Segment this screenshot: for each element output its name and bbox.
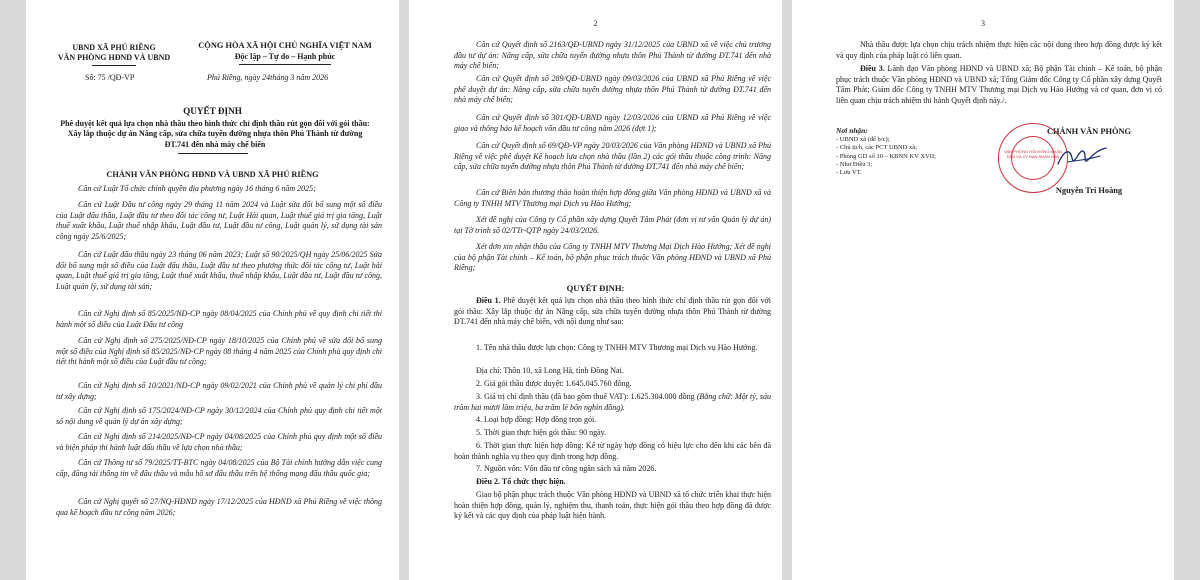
article-2-body: Giao bộ phận phục trách thuộc Văn phòng HĐND và UBND xã tổ chức triển khai thực hiện hoàn thiện hợp đồng, quản lý, nghiệm thu, thanh toán, thực hiện gói thầu theo hợp đồng đã được ký kết và các quy định của pháp luật hiện hành. xyxy=(454,490,771,521)
legal-basis-qd-301: Căn cứ Quyết định số 301/QĐ-UBND ngày 12/03/2026 của UBND xã Phú Riềng về việc giao và thông báo kế hoạch vốn đầu tư công năm 2026 (đợt 1); xyxy=(454,113,771,133)
article-3 xyxy=(836,64,1162,106)
consideration-tvqlda: Xét đề nghị của Công ty Cổ phần xây dựng Quyết Tâm Phát (đơn vị tư vấn Quản lý dự án) tại Tờ trình số 02/TTr-QTP ngày 24/03/2026. xyxy=(454,215,771,235)
recipients-block xyxy=(836,126,986,177)
org-line-1: UBND XÃ PHÚ RIỀNG xyxy=(72,43,156,52)
recipients-title: Nơi nhận: xyxy=(836,126,868,135)
article-2 xyxy=(454,477,771,488)
subject-divider xyxy=(178,153,248,154)
contract-value-in-words: (Bằng chữ: Một tỷ, sáu trăm hai mươi lăm triệu, ba trăm lẻ bốn nghìn đồng). xyxy=(454,392,771,412)
contractor-responsibility: Nhà thầu được lựa chọn chịu trách nhiệm thực hiện các nội dung theo hợp đồng được ký kết và quy định của pháp luật có liên quan. xyxy=(836,40,1162,60)
consideration-contractor: Xét đơn xin nhận thầu của Công ty TNHH MTV Thương Mại Dịch Hào Hướng; Xét đề nghị của bộ phận Tài chính – Kế toán, bộ phận phục trách thuộc Văn phòng HĐND và UBND xã Phú Riềng; xyxy=(454,242,771,273)
legal-basis-nd-214: Căn cứ Nghị định số 214/2025/NĐ-CP ngày 04/08/2025 của Chính phủ quy định một số điều và biện pháp thi hành luật đấu thầu về lựa chọn nhà thầu; xyxy=(56,432,382,452)
document-page-3 xyxy=(792,0,1174,580)
decision-heading: QUYẾT ĐỊNH: xyxy=(566,283,625,293)
document-subject: Phê duyệt kết quả lựa chọn nhà thầu theo hình thức chỉ định thầu rút gọn đối với gói thầu: Xây lắp thuộc dự án Nâng cấp, sửa chữa tuyến đường nhựa thôn Phú Thành từ đường ĐT.741 đến nhà máy chế biến xyxy=(60,119,370,149)
page-number: 2 xyxy=(593,19,598,28)
motto-underline xyxy=(239,64,331,65)
issuing-authority: CHÁNH VĂN PHÒNG HĐND VÀ UBND XÃ PHÚ RIỀNG xyxy=(106,170,319,179)
legal-basis-qd-69: Căn cứ Quyết định số 69/QĐ-VP ngày 20/03/2026 của Văn phòng HĐND và UBND xã Phú Riềng về việc phê duyệt Kế hoạch lựa chọn nhà thầu (lần 2) các gói thầu thuộc công trình: Nâng cấp, sửa chữa tuyến đường nhựa thôn Phú Thành từ đường ĐT.741 đến nhà máy chế biến; xyxy=(454,141,771,172)
document-page-2 xyxy=(409,0,782,580)
recipient-item: - Phòng GD số 10 – KBNN KV XVII; xyxy=(836,152,936,160)
republic-name: CỘNG HÒA XÃ HỘI CHỦ NGHĨA VIỆT NAM xyxy=(198,41,372,50)
article-2-label: Điều 2. xyxy=(476,477,500,486)
legal-basis-luat-dau-tu-cong: Căn cứ Luật Đầu tư công ngày 29 tháng 11 năm 2024 và Luật sửa đổi bổ sung một số điều của Luật đấu thầu, Luật đầu tư theo đối tác công tư, Luật Hải quan, Luật thuế giá trị gia tăng, Luật thuế xuất khẩu, Luật thuế nhập khẩu, Luật đầu tư, Luật đầu tư công, Luật quản lý, sử dụng tài sản công ngày 25/6/2025; xyxy=(56,200,382,241)
legal-basis-nd-10: Căn cứ Nghị định số 10/2021/NĐ-CP ngày 09/02/2021 của Chính phủ về quản lý chi phí đầu tư xây dựng; xyxy=(56,381,382,401)
article-1-label: Điều 1. xyxy=(476,296,501,305)
recipients-list xyxy=(836,136,986,177)
item-contract-type: 4. Loại hợp đồng: Hợp đồng trọn gói. xyxy=(476,415,597,424)
legal-basis-nd-275: Căn cứ Nghị định số 275/2025/NĐ-CP ngày 18/10/2025 của Chính phủ về sửa đổi bổ sung một số điều của Nghị định số 85/2025/NĐ-CP ngày 08 tháng 4 năm 2025 của Chính phủ quy định chi tiết thi hành một số điều của Luật đầu tư công; xyxy=(56,336,382,367)
article-1 xyxy=(454,296,771,328)
document-number: Số: 75 /QĐ-VP xyxy=(85,73,135,82)
recipient-item: - Chủ tịch, các PCT UBND xã; xyxy=(836,144,917,152)
item-package-duration: 5. Thời gian thực hiện gói thầu: 90 ngày. xyxy=(476,428,607,437)
legal-basis-nq-27: Căn cứ Nghị quyết số 27/NQ-HĐND ngày 17/12/2025 của HĐND xã Phú Riềng về việc thông qua kế hoạch đầu tư công năm 2026; xyxy=(56,497,382,517)
legal-basis-bien-ban: Căn cứ Biên bản thương thảo hoàn thiện hợp đồng giữa Văn phòng HĐND và UBND xã và Công ty TNHH MTV Thương mại Dịch vụ Hào Hướng; xyxy=(454,188,771,208)
item-contractor-name: 1. Tên nhà thầu được lựa chọn: Công ty TNHH MTV Thương mại Dịch vụ Hào Hướng. xyxy=(476,343,758,352)
article-3-text: Lãnh đạo Văn phòng HĐND và UBND xã; Bộ phận Tài chính – Kế toán, bộ phận phục trách thuộc Văn phòng HĐND và UBND xã; Tổng Giám đốc Công ty Cổ phần xây dựng Quyết Tâm Phát; Giám đốc Công ty TNHH MTV Thương mại Dịch vụ Hào Hướng và cơ quan, đơn vị có liên quan chịu trách nhiệm thi hành Quyết định này./. xyxy=(836,64,1163,105)
item-package-price: 2. Giá gói thầu được duyệt: 1.645.045.760 đồng. xyxy=(476,379,632,388)
legal-basis-tt-79: Căn cứ Thông tư số 79/2025/TT-BTC ngày 04/08/2025 của Bộ Tài chính hướng dẫn việc cung cấp, đăng tải thông tin về đấu thầu và mẫu hồ sơ đấu thầu trên hệ thống mạng đấu thầu quốc gia; xyxy=(56,458,382,478)
recipient-item: - Như Điều 3; xyxy=(836,160,873,168)
handwritten-signature xyxy=(1054,142,1110,172)
issuing-org xyxy=(50,43,178,66)
recipient-item: - UBND xã (để b/c); xyxy=(836,136,890,143)
article-2-title: Tổ chức thực hiện. xyxy=(500,477,566,486)
item-contract-value xyxy=(454,392,771,413)
article-3-label: Điều 3. xyxy=(860,64,885,73)
item-funding-source: 7. Nguồn vốn: Vốn đầu tư công ngân sách xã năm 2026. xyxy=(476,464,657,473)
document-page-1 xyxy=(26,0,399,580)
org-line-2: VĂN PHÒNG HĐND VÀ UBND xyxy=(57,53,171,62)
recipient-item: - Lưu VT. xyxy=(836,169,862,177)
legal-basis-nd-175: Căn cứ Nghị định số 175/2024/NĐ-CP ngày 30/12/2024 của Chính phủ quy định chi tiết một số nội dung về quản lý dự án xây dựng; xyxy=(56,406,382,426)
contract-value-amount: 3. Giá trị chỉ định thầu (đã bao gồm thuế VAT): 1.625.304.000 đồng xyxy=(476,392,697,401)
page-number: 3 xyxy=(981,19,985,28)
item-contractor-address: Địa chỉ: Thôn 10, xã Long Hà, tỉnh Đồng Nai. xyxy=(476,366,624,375)
document-type: QUYẾT ĐỊNH xyxy=(183,106,242,116)
signer-title: CHÁNH VĂN PHÒNG xyxy=(1046,127,1132,136)
legal-basis-qd-2163: Căn cứ Quyết định số 2163/QĐ-UBND ngày 31/12/2025 của UBND xã về việc chủ trương đầu tư dự án: Nâng cấp, sửa chữa tuyến đường nhựa thôn Phú Thành từ đường ĐT.741 đến nhà máy chế biến; xyxy=(454,40,771,71)
article-1-text: Phê duyệt kết quả lựa chọn nhà thầu theo hình thức chỉ định thầu rút gọn đối với gói thầu: Xây lắp thuộc dự án Nâng cấp, sửa chữa tuyến đường nhựa thôn Phú Thành từ đường ĐT.741 đến nhà máy chế biến, với nội dung như sau: xyxy=(454,296,771,327)
legal-basis-luat-to-chuc: Căn cứ Luật Tổ chức chính quyền địa phương ngày 16 tháng 6 năm 2025; xyxy=(78,184,316,193)
legal-basis-qd-289: Căn cứ Quyết định số 289/QĐ-UBND ngày 09/03/2026 của UBND xã Phú Riềng về việc phê duyệt dự án: Nâng cấp, sửa chữa tuyến đường nhựa thôn Phú Thành từ đường ĐT.741 đến nhà máy chế biến; xyxy=(454,74,771,105)
place-and-date: Phú Riềng, ngày 24tháng 3 năm 2026 xyxy=(207,73,329,82)
national-motto: Độc lập – Tự do – Hạnh phúc xyxy=(234,51,336,61)
org-underline xyxy=(92,65,136,66)
item-contract-duration: 6. Thời gian thực hiện hợp đồng: Kể từ ngày hợp đồng có hiệu lực cho đến khi các bên đã hoàn thành nghĩa vụ theo quy định trong hợp đồng. xyxy=(454,441,771,461)
legal-basis-nd-85: Căn cứ Nghị định số 85/2025/NĐ-CP ngày 08/04/2025 của Chính phủ về quy định chi tiết thi hành một số điều của Luật Đấu tư công xyxy=(56,309,382,329)
seal-text: VĂN PHÒNG HỘI ĐỒNG NHÂN DÂN VÀ ỦY BAN NHÂN DÂN xyxy=(1004,149,1062,159)
legal-basis-luat-dau-thau: Căn cứ Luật đấu thầu ngày 23 tháng 06 năm 2023; Luật số 90/2025/QH ngày 25/06/2025 Sửa đổi bổ sung một số điều của Luật đấu thầu, Luật đầu tư theo phương thức đối tác công tư, Luật hải quan, Luật thuế giá trị gia tăng, Luật thuế xuất khẩu, thuế nhập khẩu, Luật đầu tư, Luật đầu tư công, Luật quản lý, sử dụng tài sản; xyxy=(56,250,382,291)
signer-name: Nguyễn Trí Hoàng xyxy=(1055,186,1123,195)
national-heading xyxy=(181,41,389,65)
